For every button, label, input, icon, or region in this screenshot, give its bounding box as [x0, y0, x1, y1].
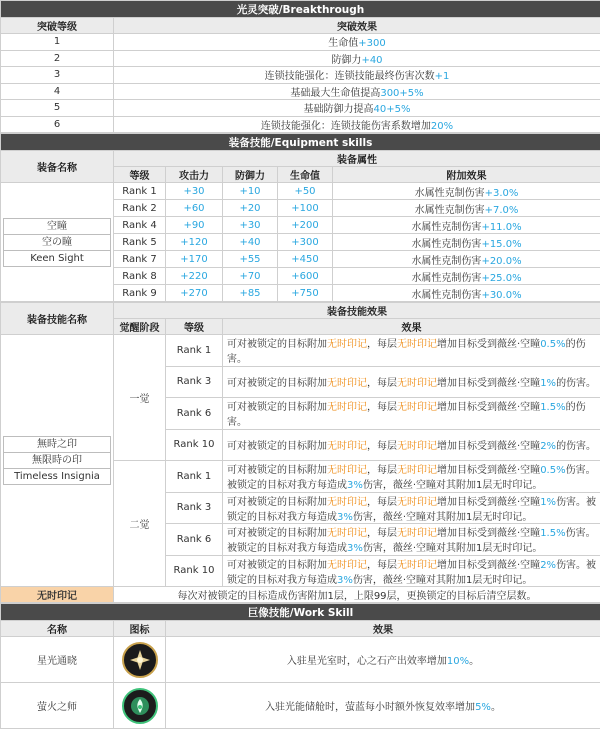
mark-name: 无时印记 — [397, 465, 437, 477]
mark-name: 无时印记 — [397, 528, 437, 540]
work-text: 入驻星光室时，心之石产出效率增加 — [286, 656, 447, 667]
extra-value: +30.0% — [481, 289, 522, 301]
skill-text: 可对被锁定的目标附加 — [227, 465, 327, 477]
work-effect — [166, 683, 600, 729]
col-equip-attr: 装备属性 — [114, 151, 600, 167]
col-skill-effect: 效果 — [223, 319, 600, 335]
col-effect: 突破效果 — [114, 18, 600, 34]
equip-skill-table — [0, 302, 600, 603]
mark-name: 无时印记 — [327, 441, 367, 453]
skill-text: 的伤害。 — [227, 402, 586, 429]
equip-hp: +600 — [278, 268, 333, 285]
skill-text: 增加目标受到薇丝·空瞳 — [437, 402, 541, 414]
extra-text: 水属性克制伤害 — [411, 221, 482, 233]
skill-text: 增加目标受到薇丝·空瞳 — [437, 339, 541, 351]
breakthrough-effect — [114, 67, 600, 84]
equip-rank: Rank 5 — [114, 234, 166, 251]
breakthrough-row — [1, 34, 600, 51]
equip-atk: +30 — [166, 183, 223, 200]
breakthrough-table — [0, 0, 600, 133]
skill-text: ，每层 — [367, 528, 397, 540]
work-row — [1, 683, 600, 729]
skill-text: 增加目标受到薇丝·空瞳 — [437, 496, 541, 508]
skill-effect — [223, 461, 600, 493]
extra-value: +3.0% — [484, 187, 519, 199]
skill-text: 增加目标受到薇丝·空瞳 — [437, 465, 541, 477]
skill-rank: Rank 6 — [166, 524, 223, 556]
effect-text: 基础最大生命值提高 — [290, 87, 381, 99]
skill-pct: 0.5% — [540, 465, 566, 477]
equipment-name-cell — [1, 183, 114, 302]
skill-text: 增加目标受到薇丝·空瞳 — [437, 441, 541, 453]
skill-rank: Rank 3 — [166, 492, 223, 524]
equip-atk: +170 — [166, 251, 223, 268]
star-light-icon — [122, 642, 158, 678]
skill-text: 伤害，薇丝·空瞳对其附加1层无时印记。 — [362, 543, 543, 555]
skill-text: 可对被锁定的目标附加 — [227, 559, 327, 571]
skill-pct2: 3% — [337, 574, 353, 586]
equip-def: +20 — [223, 200, 278, 217]
equip-hp: +50 — [278, 183, 333, 200]
breakthrough-effect — [114, 83, 600, 100]
extra-value: +20.0% — [481, 255, 522, 267]
skill-name: 無時之印 — [37, 439, 77, 450]
extra-text: 水属性克制伤害 — [411, 272, 482, 284]
skill-text: 的伤害。 — [556, 441, 597, 453]
skill-rank: Rank 10 — [166, 555, 223, 587]
skill-pct: 2% — [540, 559, 557, 571]
skill-name: Timeless Insignia — [4, 468, 110, 484]
equip-hp: +300 — [278, 234, 333, 251]
skill-rank: Rank 3 — [166, 366, 223, 398]
col-work-effect: 效果 — [166, 621, 600, 637]
col-extra: 附加效果 — [333, 167, 600, 183]
extra-value: +25.0% — [481, 272, 522, 284]
effect-text: 连锁技能强化：连锁技能最终伤害次数 — [264, 71, 435, 83]
col-level: 突破等级 — [1, 18, 114, 34]
breakthrough-level: 2 — [1, 50, 114, 67]
breakthrough-effect — [114, 34, 600, 51]
equipment-table — [0, 133, 600, 302]
skill-pct: 2% — [540, 441, 557, 453]
equip-atk: +220 — [166, 268, 223, 285]
skill-text: 的伤害。 — [556, 378, 597, 390]
effect-text: 生命值 — [328, 38, 359, 50]
equip-rank: Rank 1 — [114, 183, 166, 200]
equip-extra — [333, 268, 600, 285]
skill-name-cell — [1, 335, 114, 587]
equip-extra — [333, 251, 600, 268]
mark-name: 无时印记 — [397, 339, 437, 351]
equip-hp: +100 — [278, 200, 333, 217]
col-work-name: 名称 — [1, 621, 114, 637]
work-icon-cell — [114, 637, 166, 683]
mark-name: 无时印记 — [327, 465, 367, 477]
mark-name: 无时印记 — [327, 528, 367, 540]
skill-text: 增加目标受到薇丝·空瞳 — [437, 378, 541, 390]
extra-value: +11.0% — [481, 221, 522, 233]
skill-text: 伤害。被锁定的目标对我方每造成 — [227, 465, 596, 492]
breakthrough-effect — [114, 100, 600, 117]
col-atk: 攻击力 — [166, 167, 223, 183]
skill-text: 可对被锁定的目标附加 — [227, 378, 327, 390]
effect-value: +1 — [434, 71, 450, 83]
breakthrough-effect — [114, 50, 600, 67]
skill-text: ，每层 — [367, 559, 397, 571]
equip-rank: Rank 2 — [114, 200, 166, 217]
breakthrough-effect — [114, 116, 600, 133]
work-name: 星光通晓 — [1, 637, 114, 683]
breakthrough-level: 5 — [1, 100, 114, 117]
skill-text: 可对被锁定的目标附加 — [227, 339, 327, 351]
equip-extra — [333, 217, 600, 234]
equip-extra — [333, 234, 600, 251]
col-skill-rank: 等级 — [166, 319, 223, 335]
skill-text: 伤害，薇丝·空瞳对其附加1层无时印记。 — [362, 480, 543, 492]
col-work-icon: 图标 — [114, 621, 166, 637]
equip-atk: +270 — [166, 285, 223, 302]
skill-effect — [223, 366, 600, 398]
skill-pct: 1% — [540, 378, 557, 390]
work-skill-table — [0, 603, 600, 729]
skill-text: ，每层 — [367, 402, 397, 414]
mark-name: 无时印记 — [327, 378, 367, 390]
equip-hp: +200 — [278, 217, 333, 234]
skill-effect — [223, 524, 600, 556]
equip-hp: +450 — [278, 251, 333, 268]
mark-name: 无时印记 — [327, 402, 367, 414]
effect-text: 防御力 — [331, 54, 362, 66]
skill-pct2: 3% — [347, 543, 363, 555]
skill-effect — [223, 335, 600, 367]
skill-text: 可对被锁定的目标附加 — [227, 496, 327, 508]
skill-text: ，每层 — [367, 465, 397, 477]
equipment-name: Keen Sight — [4, 250, 110, 266]
breakthrough-row — [1, 67, 600, 84]
equip-def: +85 — [223, 285, 278, 302]
stage-label: 一觉 — [114, 335, 166, 461]
effect-value: +40 — [361, 54, 383, 66]
skill-text: 可对被锁定的目标附加 — [227, 441, 327, 453]
skill-text: 可对被锁定的目标附加 — [227, 402, 327, 414]
equip-rank: Rank 8 — [114, 268, 166, 285]
breakthrough-level: 3 — [1, 67, 114, 84]
col-skill-name: 装备技能名称 — [1, 303, 114, 335]
skill-text: 伤害。被锁定的目标对我方每造成 — [227, 528, 596, 555]
equipment-name: 空の瞳 — [4, 234, 110, 250]
equip-def: +55 — [223, 251, 278, 268]
mark-name: 无时印记 — [397, 496, 437, 508]
skill-effect — [223, 398, 600, 430]
equip-atk: +60 — [166, 200, 223, 217]
work-row — [1, 637, 600, 683]
skill-text: 增加目标受到薇丝·空瞳 — [437, 559, 541, 571]
skill-text: ，每层 — [367, 339, 397, 351]
work-text: 。 — [469, 656, 480, 667]
skill-text: ，每层 — [367, 496, 397, 508]
mark-name: 无时印记 — [327, 496, 367, 508]
col-hp: 生命值 — [278, 167, 333, 183]
mark-name: 无时印记 — [327, 559, 367, 571]
equipment-name-box — [3, 218, 111, 267]
equip-extra — [333, 200, 600, 217]
skill-pct: 0.5% — [540, 339, 566, 351]
skill-effect — [223, 429, 600, 461]
equipment-name: 空瞳 — [47, 220, 67, 232]
breakthrough-level: 6 — [1, 116, 114, 133]
effect-value: 40+5% — [373, 104, 411, 116]
mark-name: 无时印记 — [397, 441, 437, 453]
breakthrough-title: 光灵突破/Breakthrough — [1, 1, 600, 18]
equip-def: +70 — [223, 268, 278, 285]
skill-pct2: 3% — [337, 511, 353, 523]
effect-text: 连锁技能强化：连锁技能伤害系数增加 — [260, 120, 431, 132]
equip-def: +30 — [223, 217, 278, 234]
work-icon-cell — [114, 683, 166, 729]
skill-rank: Rank 1 — [166, 335, 223, 367]
effect-value: 20% — [430, 120, 454, 132]
skill-pct: 1% — [540, 496, 557, 508]
col-rank: 等级 — [114, 167, 166, 183]
effect-value: 300+5% — [380, 87, 424, 99]
skill-pct2: 3% — [347, 480, 363, 492]
work-effect — [166, 637, 600, 683]
skill-name-box — [3, 436, 111, 485]
effect-text: 基础防御力提高 — [303, 104, 374, 116]
skill-row — [1, 335, 600, 367]
extra-text: 水属性克制伤害 — [411, 238, 482, 250]
equip-hp: +750 — [278, 285, 333, 302]
mark-desc: 每次对被锁定的目标造成伤害附加1层，上限99层，更换锁定的目标后清空层数。 — [114, 587, 600, 603]
breakthrough-level: 4 — [1, 83, 114, 100]
equip-rank: Rank 7 — [114, 251, 166, 268]
breakthrough-row — [1, 116, 600, 133]
effect-value: +300 — [358, 38, 386, 50]
skill-name: 無限時の印 — [4, 452, 110, 468]
equip-def: +10 — [223, 183, 278, 200]
stage-label: 二觉 — [114, 461, 166, 587]
extra-text: 水属性克制伤害 — [414, 187, 485, 199]
skill-text: 增加目标受到薇丝·空瞳 — [437, 528, 541, 540]
equip-rank: Rank 9 — [114, 285, 166, 302]
work-title: 巨像技能/Work Skill — [1, 604, 600, 621]
mark-name: 无时印记 — [397, 378, 437, 390]
equip-rank: Rank 4 — [114, 217, 166, 234]
work-text: 。 — [490, 702, 501, 713]
skill-rank: Rank 10 — [166, 429, 223, 461]
col-stage: 觉醒阶段 — [114, 319, 166, 335]
firefly-icon — [122, 688, 158, 724]
equipment-row — [1, 183, 600, 200]
extra-value: +7.0% — [484, 204, 519, 216]
skill-text: 伤害。被锁定的目标对我方每造成 — [227, 496, 597, 523]
equip-atk: +120 — [166, 234, 223, 251]
skill-text: 的伤害。 — [227, 339, 586, 366]
work-value: 5% — [475, 702, 491, 713]
breakthrough-level: 1 — [1, 34, 114, 51]
extra-text: 水属性克制伤害 — [411, 289, 482, 301]
skill-text: 伤害。被锁定的目标对我方每造成 — [227, 559, 597, 586]
skill-text: 伤害，薇丝·空瞳对其附加1层无时印记。 — [352, 511, 533, 523]
skill-text: ，每层 — [367, 378, 397, 390]
equip-extra — [333, 285, 600, 302]
mark-name: 无时印记 — [397, 559, 437, 571]
skill-text: 伤害，薇丝·空瞳对其附加1层无时印记。 — [352, 574, 533, 586]
extra-text: 水属性克制伤害 — [414, 204, 485, 216]
skill-text: 可对被锁定的目标附加 — [227, 528, 327, 540]
breakthrough-row — [1, 83, 600, 100]
skill-effect — [223, 555, 600, 587]
col-skill-effect-group: 装备技能效果 — [114, 303, 600, 319]
work-value: 10% — [446, 656, 470, 667]
breakthrough-row — [1, 100, 600, 117]
col-equip-name: 装备名称 — [1, 151, 114, 183]
mark-name: 无时印记 — [397, 402, 437, 414]
skill-pct: 1.5% — [540, 528, 566, 540]
equipment-title: 装备技能/Equipment skills — [1, 134, 600, 151]
mark-name: 无时印记 — [327, 339, 367, 351]
equip-extra — [333, 183, 600, 200]
extra-value: +15.0% — [481, 238, 522, 250]
mark-label: 无时印记 — [1, 587, 114, 603]
skill-pct: 1.5% — [540, 402, 566, 414]
equip-atk: +90 — [166, 217, 223, 234]
breakthrough-row — [1, 50, 600, 67]
skill-effect — [223, 492, 600, 524]
col-def: 防御力 — [223, 167, 278, 183]
skill-rank: Rank 6 — [166, 398, 223, 430]
extra-text: 水属性克制伤害 — [411, 255, 482, 267]
work-text: 入驻光能储舱时，萤蓝每小时额外恢复效率增加 — [265, 702, 476, 713]
skill-rank: Rank 1 — [166, 461, 223, 493]
skill-text: ，每层 — [367, 441, 397, 453]
work-name: 萤火之师 — [1, 683, 114, 729]
equip-def: +40 — [223, 234, 278, 251]
